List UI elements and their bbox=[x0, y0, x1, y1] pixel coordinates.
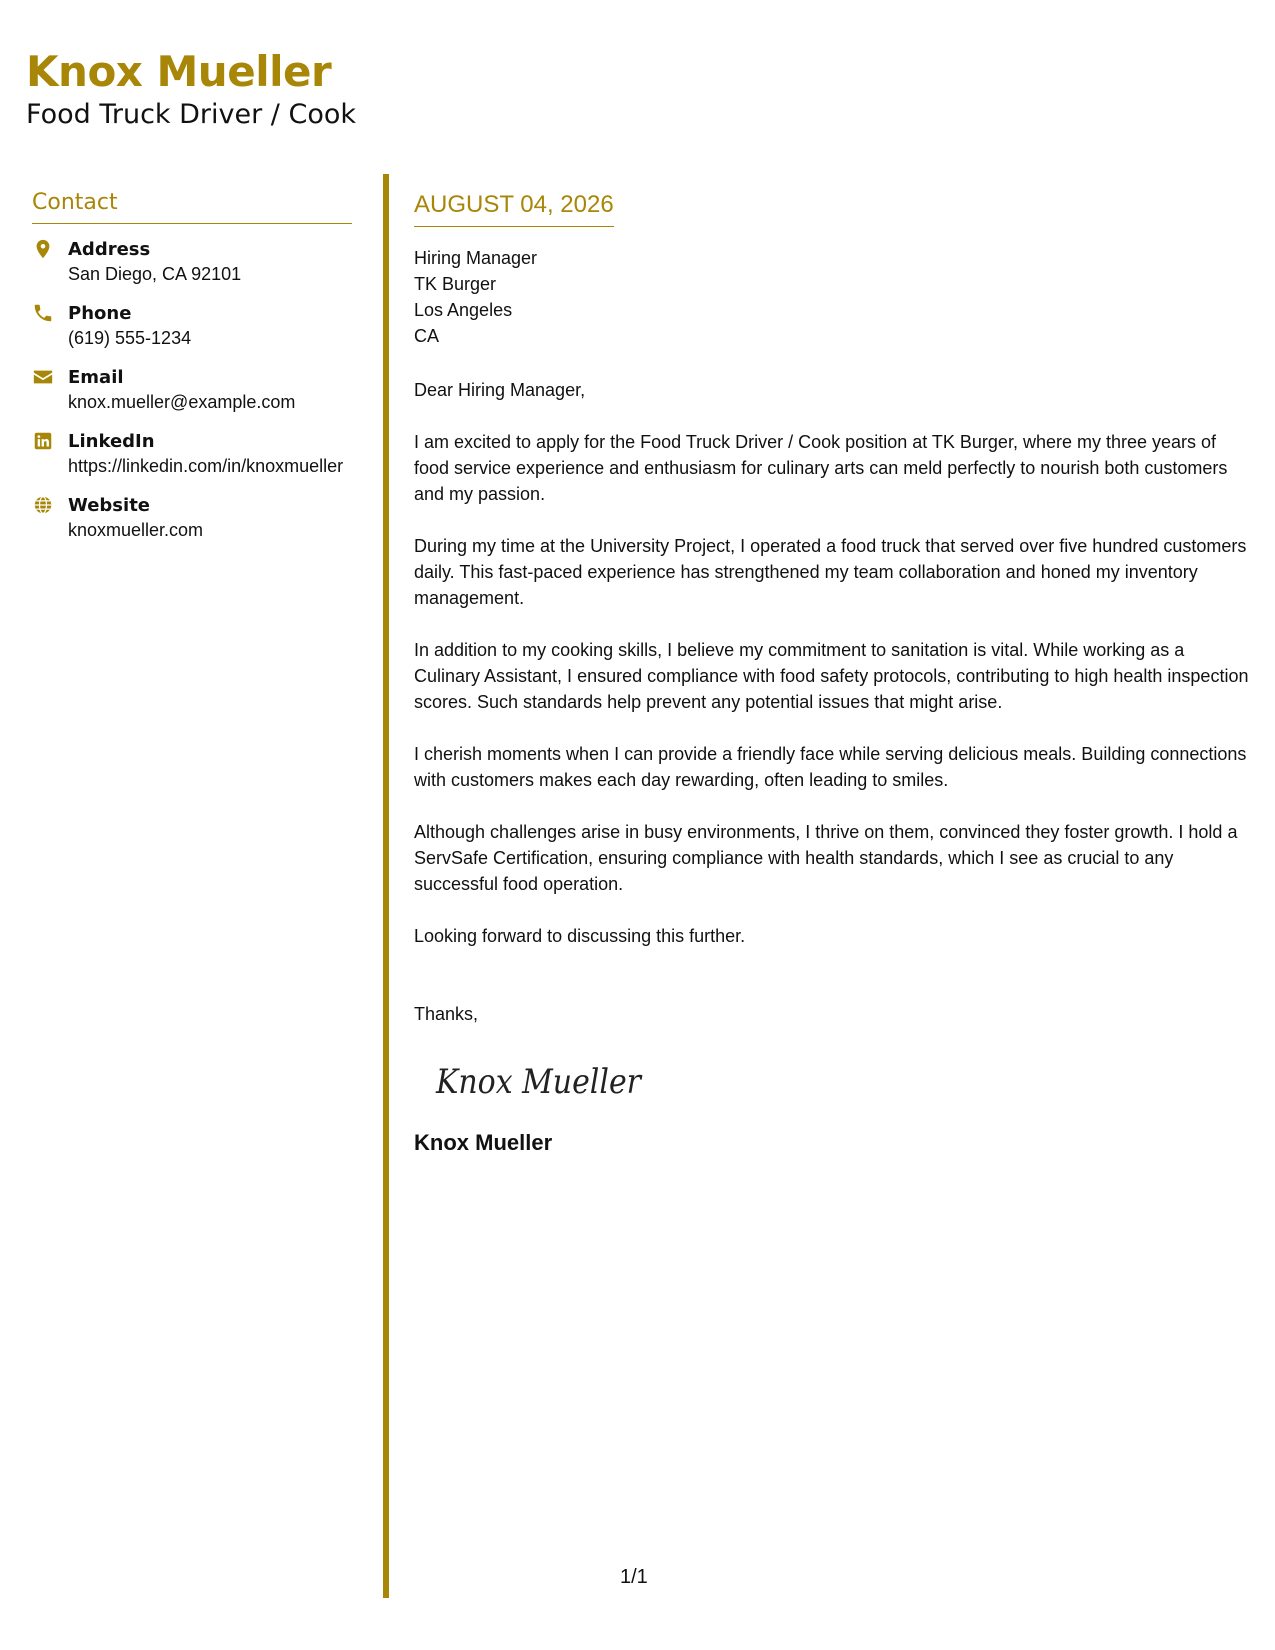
letter-content bbox=[414, 190, 1254, 1157]
recipient-line: CA bbox=[414, 326, 440, 346]
body-paragraph: Although challenges arise in busy environments, I thrive on them, convinced they foster growth. I hold a ServSafe Certification, ensuring compliance with health standards, which I see as crucial to any successful food operation. bbox=[414, 822, 1238, 894]
handwritten-signature bbox=[434, 1057, 1254, 1107]
vertical-divider bbox=[383, 174, 389, 1598]
body-paragraph: During my time at the University Project, I operated a food truck that served over five hundred customers daily. This fast-paced experience has strengthened my team collaboration and honed my inventory management. bbox=[414, 536, 1247, 608]
body-paragraph: Looking forward to discussing this further. bbox=[414, 926, 746, 946]
contact-item-phone bbox=[32, 302, 352, 351]
contact-value-email: knox.mueller@example.com bbox=[68, 392, 296, 412]
contact-heading: Contact bbox=[32, 188, 352, 224]
contact-value-address: San Diego, CA 92101 bbox=[68, 264, 242, 284]
applicant-name: Knox Mueller bbox=[26, 47, 332, 96]
body-paragraph: In addition to my cooking skills, I believe my commitment to sanitation is vital. While working as a Culinary Assistant, I ensured compliance with food safety protocols, contributing to high health inspection scores. Such standards help prevent any potential issues that might arise. bbox=[414, 640, 1249, 712]
contact-label-linkedin: LinkedIn bbox=[68, 431, 155, 452]
recipient-line: Hiring Manager bbox=[414, 248, 538, 268]
signature-script: Knox Mueller bbox=[435, 1062, 643, 1102]
applicant-job-title: Food Truck Driver / Cook bbox=[26, 99, 356, 130]
contact-label-website: Website bbox=[68, 495, 151, 516]
recipient-line: Los Angeles bbox=[414, 300, 513, 320]
contact-sidebar bbox=[32, 188, 352, 558]
envelope-icon bbox=[32, 366, 54, 388]
recipient-line: TK Burger bbox=[414, 274, 497, 294]
contact-value-phone: (619) 555-1234 bbox=[68, 328, 192, 348]
page-header bbox=[26, 44, 356, 132]
page-number: 1/1 bbox=[620, 1566, 648, 1588]
linkedin-icon bbox=[32, 430, 54, 452]
contact-item-email bbox=[32, 366, 352, 415]
contact-item-linkedin bbox=[32, 430, 352, 479]
contact-label-email: Email bbox=[68, 367, 124, 388]
contact-item-website bbox=[32, 494, 352, 543]
signature-name: Knox Mueller bbox=[414, 1130, 553, 1155]
contact-list bbox=[32, 238, 352, 543]
salutation: Dear Hiring Manager, bbox=[414, 380, 586, 400]
contact-label-address: Address bbox=[68, 239, 151, 260]
letter-body bbox=[414, 377, 1254, 949]
closing: Thanks, bbox=[414, 1004, 479, 1024]
recipient-block bbox=[414, 245, 1254, 349]
contact-value-website[interactable]: knoxmueller.com bbox=[68, 520, 204, 540]
contact-value-linkedin[interactable]: https://linkedin.com/in/knoxmueller bbox=[68, 456, 344, 476]
contact-label-phone: Phone bbox=[68, 303, 132, 324]
body-paragraph: I am excited to apply for the Food Truck Driver / Cook position at TK Burger, where my three years of food service experience and enthusiasm for culinary arts can meld perfectly to nourish both customers and my passion. bbox=[414, 432, 1228, 504]
contact-item-address bbox=[32, 238, 352, 287]
phone-icon bbox=[32, 302, 54, 324]
map-pin-icon bbox=[32, 238, 54, 260]
globe-icon bbox=[32, 494, 54, 516]
body-paragraph: I cherish moments when I can provide a friendly face while serving delicious meals. Building connections with customers makes each day rewarding, often leading to smiles. bbox=[414, 744, 1247, 790]
letter-date: AUGUST 04, 2026 bbox=[414, 190, 614, 227]
